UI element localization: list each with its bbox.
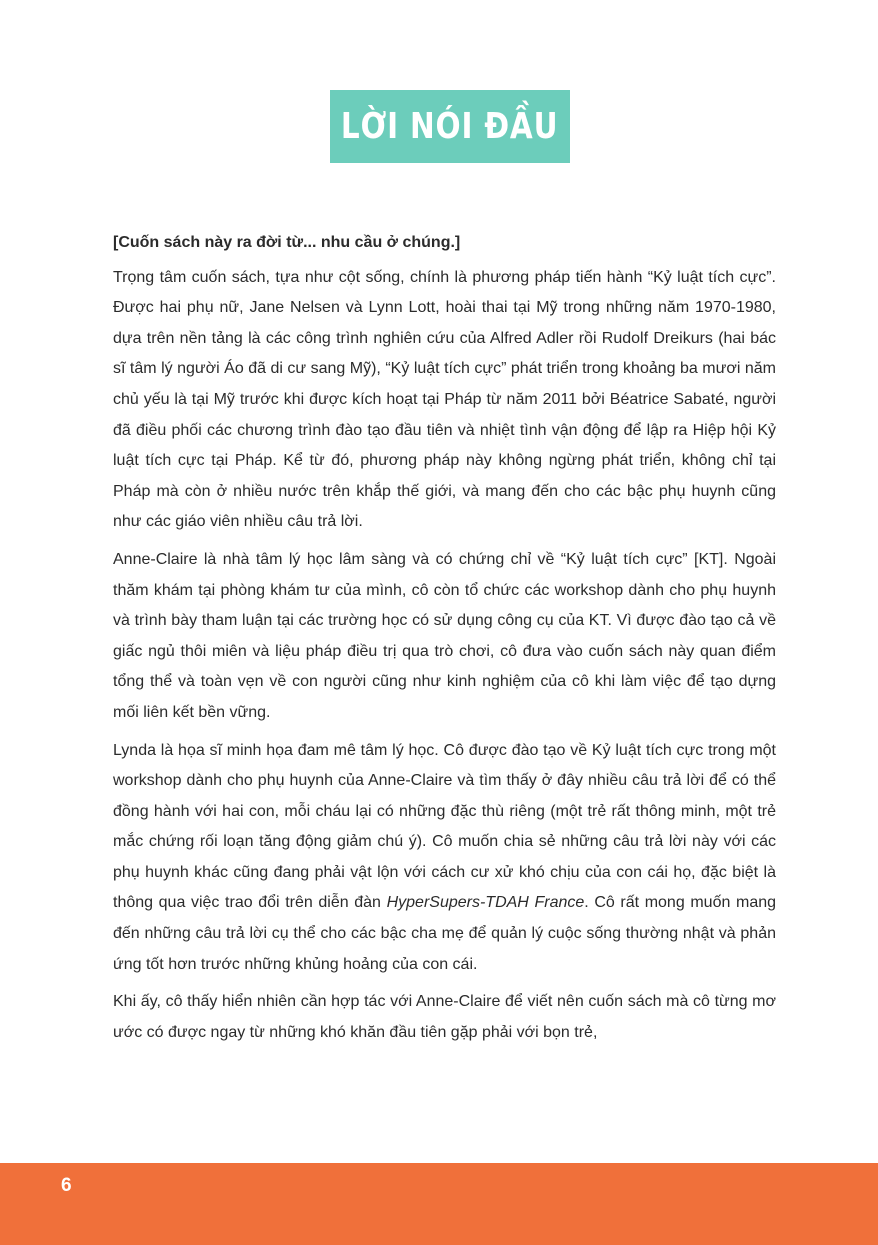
body-text [113,228,776,1055]
forum-name: HyperSupers-TDAH France [386,894,585,912]
paragraph-4: Khi ấy, cô thấy hiển nhiên cần hợp tác với Anne-Claire để viết nên cuốn sách mà cô từng mơ ước có được ngay từ những khó khăn đầu tiên gặp phải với bọn trẻ, [113,993,776,1041]
paragraph-2: Anne-Claire là nhà tâm lý học lâm sàng và có chứng chỉ về “Kỷ luật tích cực” [KT]. Ngoài thăm khám tại phòng khám tư của mình, cô còn tổ chức các workshop dành cho phụ huynh và trình bày tham luận tại các trường học có sử dụng công cụ của KT. Vì được đào tạo cả về giấc ngủ thôi miên và liệu pháp điều trị qua trò chơi, cô đưa vào cuốn sách này quan điểm tổng thể và toàn vẹn về con người cũng như kinh nghiệm của cô khi làm việc để tạo dựng mối liên kết bền vững. [113,550,776,721]
paragraph-3-part-2: . Cô rất mong muốn mang đến những câu trả lời cụ thể cho các bậc cha mẹ để quản lý cuộc sống thường nhật và phản ứng tốt hơn trước những khủng hoảng của con cái. [113,894,777,973]
page-number: 6 [61,1175,72,1196]
page-footer [0,1163,878,1245]
paragraph-3 [113,736,776,981]
paragraph-3-part-1: Lynda là họa sĩ minh họa đam mê tâm lý học. Cô được đào tạo về Kỷ luật tích cực trong một workshop dành cho phụ huynh của Anne-Claire và tìm thấy ở đây nhiều câu trả lời để có thể đồng hành với hai con, mỗi cháu lại có những đặc thù riêng (một trẻ rất thông minh, một trẻ mắc chứng rối loạn tăng động giảm chú ý). Cô muốn chia sẻ những câu trả lời này với các phụ huynh khác cũng đang phải vật lộn với cách cư xử khó chịu của con cái họ, đặc biệt là thông qua việc trao đổi trên diễn đàn [113,741,776,912]
chapter-title-box [330,90,570,163]
subtitle: [Cuốn sách này ra đời từ... nhu cầu ở chúng.] [113,234,461,251]
paragraph-1: Trọng tâm cuốn sách, tựa như cột sống, chính là phương pháp tiến hành “Kỷ luật tích cực”. Được hai phụ nữ, Jane Nelsen và Lynn Lott, hoài thai tại Mỹ trong những năm 1970-1980, dựa trên nền tảng là các công trình nghiên cứu của Alfred Adler rồi Rudolf Dreikurs (hai bác sĩ tâm lý người Áo đã di cư sang Mỹ), “Kỷ luật tích cực” phát triển trong khoảng ba mươi năm chủ yếu là tại Mỹ trước khi được kích hoạt tại Pháp từ năm 2011 bởi Béatrice Sabaté, người đã điều phối các chương trình đào tạo đầu tiên và nhiệt tình vận động để lập ra Hiệp hội Kỷ luật tích cực tại Pháp. Kể từ đó, phương pháp này không ngừng phát triển, không chỉ tại Pháp mà còn ở nhiều nước trên khắp thế giới, và mang đến cho các bậc phụ huynh cũng như các giáo viên nhiều câu trả lời. [113,268,776,531]
chapter-title: LỜI NÓI ĐẦU [341,106,559,147]
